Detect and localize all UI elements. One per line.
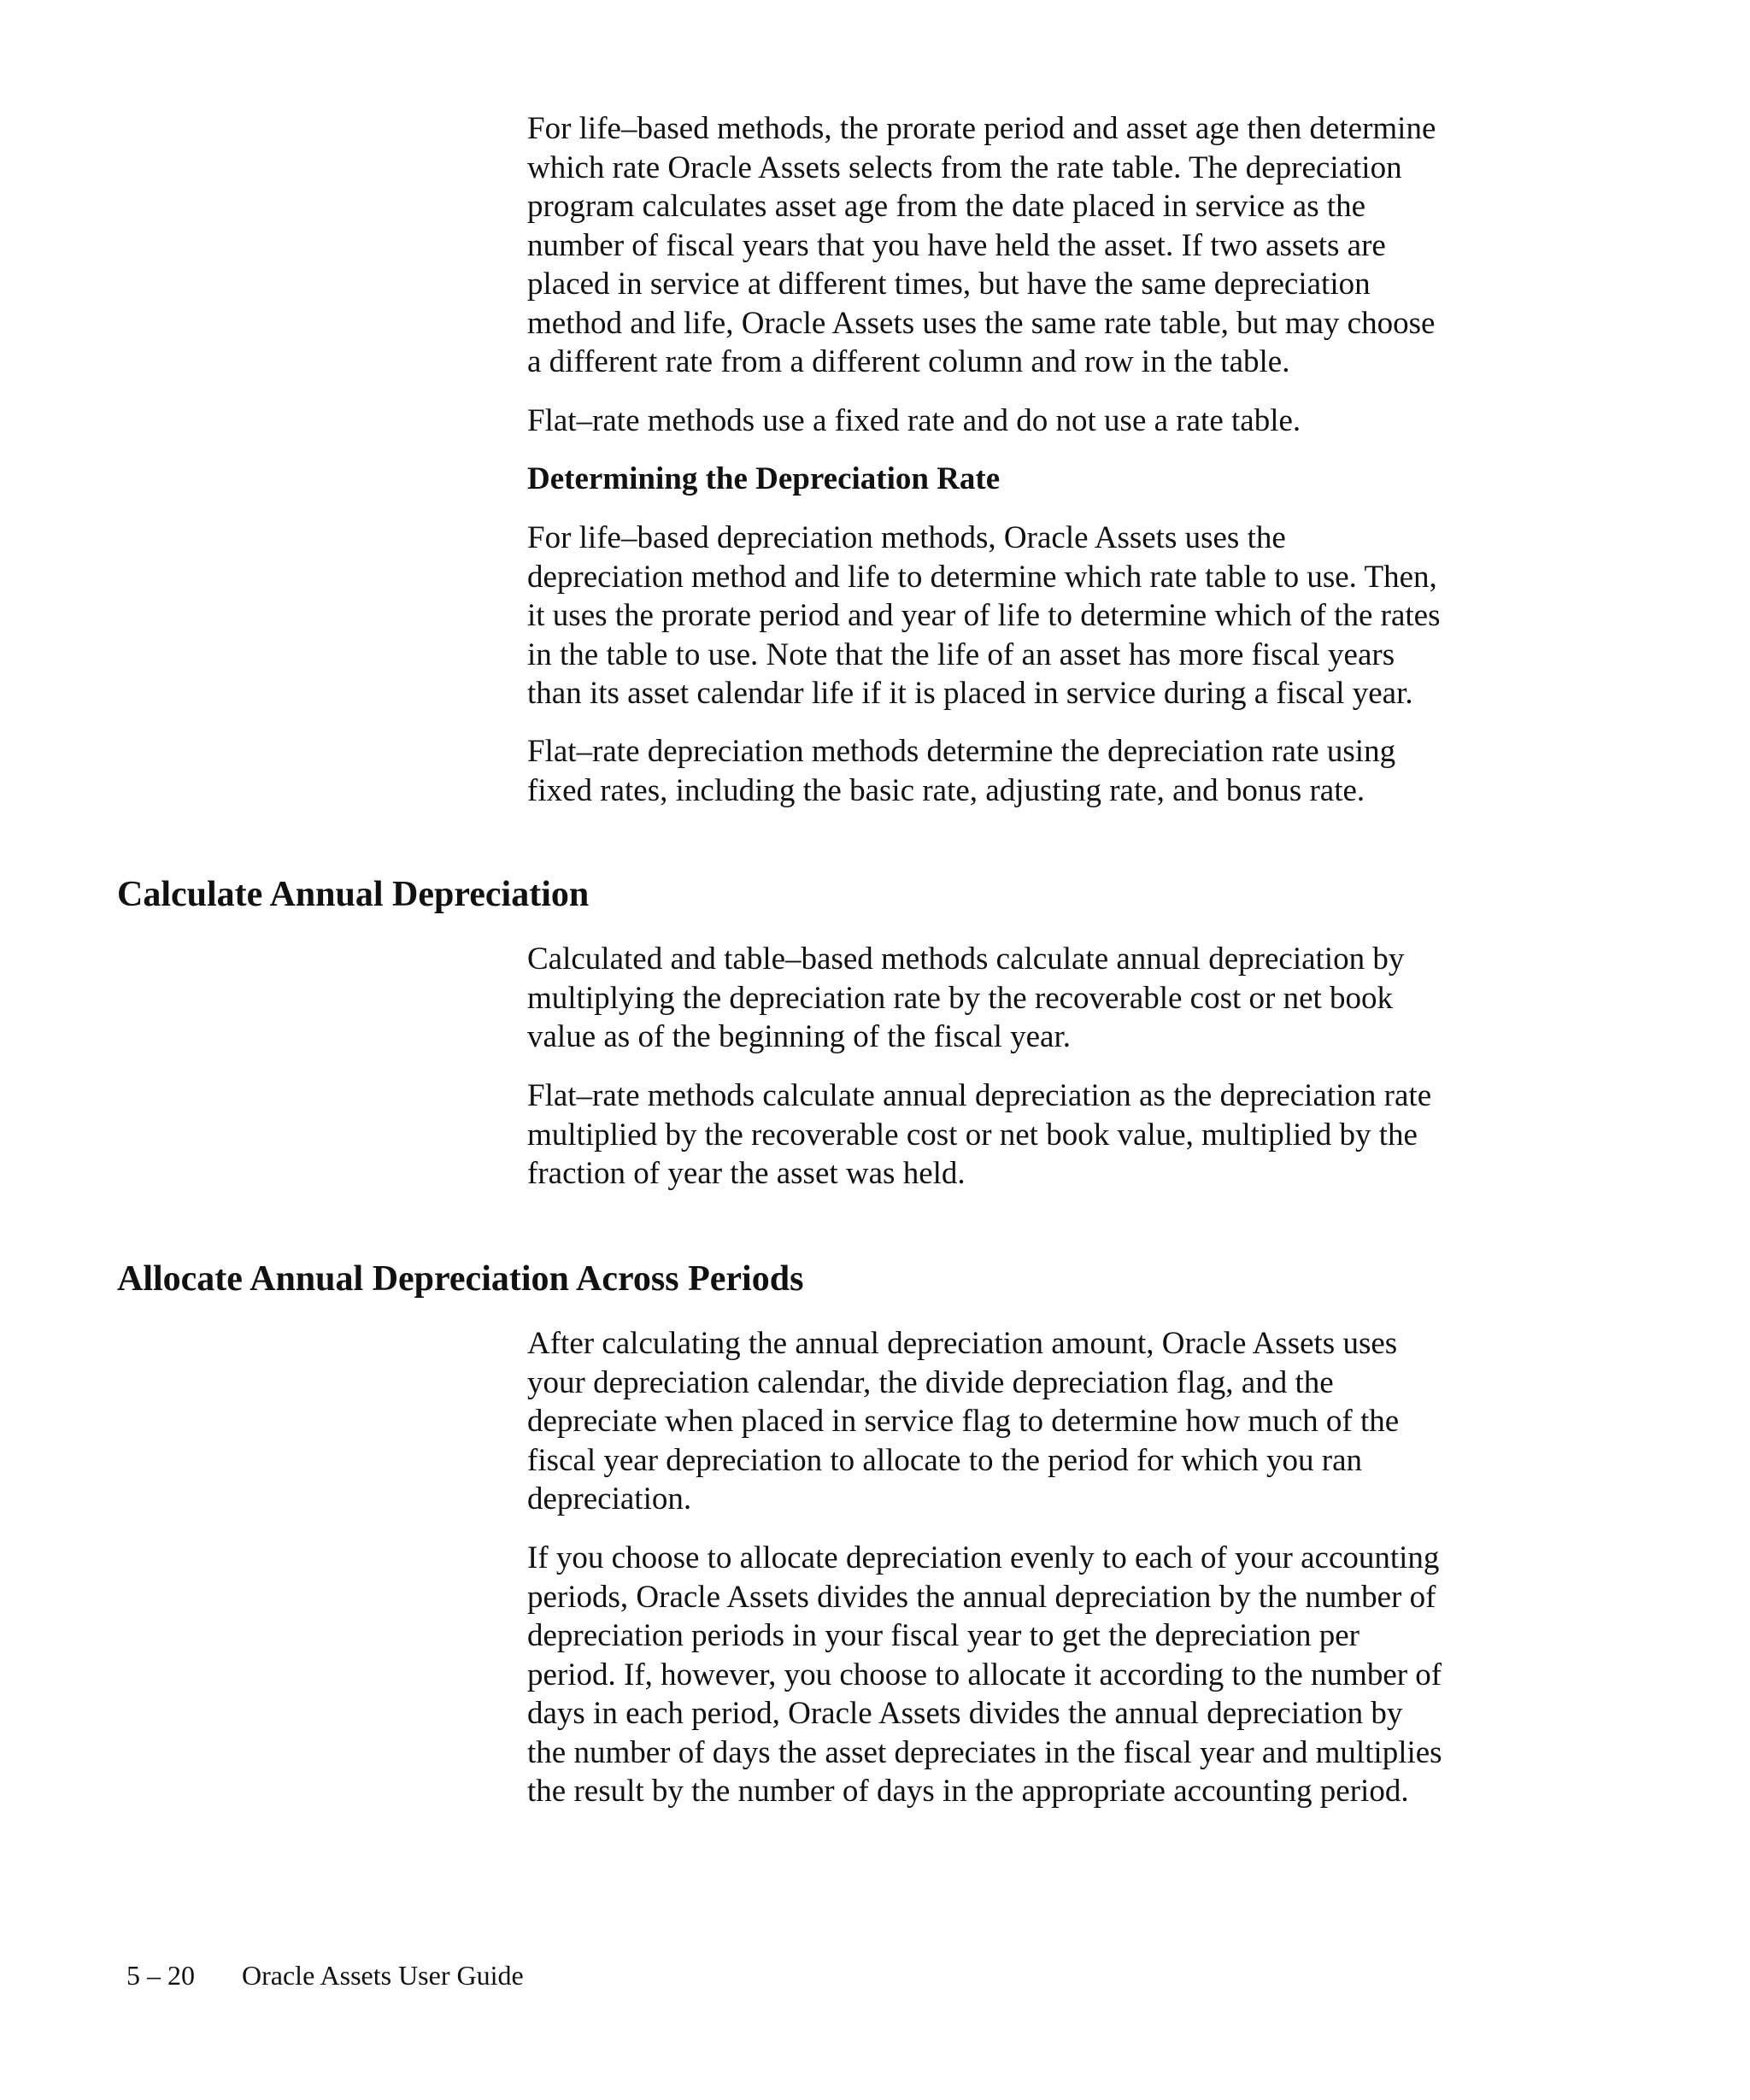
paragraph-flat-rate-annual: Flat–rate methods calculate annual depreciation as the depreciation rate multiplied by the recoverable cost or net book value, multiplied by the fraction of year the asset was held. bbox=[527, 1078, 1432, 1191]
section-1-rate-body bbox=[527, 519, 1578, 713]
section-1-body bbox=[527, 109, 1578, 382]
paragraph-flat-rate-methods: Flat–rate methods use a fixed rate and do not use a rate table. bbox=[527, 403, 1301, 438]
page-number: 5 – 20 bbox=[126, 1960, 195, 1991]
paragraph-life-based-rate: For life–based depreciation methods, Oracle Assets uses the depreciation method and life to determine which rate table to use. Then, it uses the prorate period and year of life to determine which of the rates in the table to use. Note that the life of an asset has more fiscal years than its asset calendar life if it is placed in service during a fiscal year. bbox=[527, 520, 1441, 711]
paragraph-allocation-choice: If you choose to allocate depreciation evenly to each of your accounting periods, Oracle Assets divides the annual depreciation by the number of depreciation periods in your fiscal year to get the depreciation per period. If, however, you choose to allocate it according to the number of days in each period, Oracle Assets divides the annual depreciation by the number of days the asset depreciates in the fiscal year and multiplies the result by the number of days in the appropriate accounting period. bbox=[527, 1540, 1442, 1809]
section-1-flat-rate-rate bbox=[527, 732, 1578, 810]
heading-calculate-annual-depreciation: Calculate Annual Depreciation bbox=[117, 875, 590, 914]
section-3-allocation bbox=[527, 1539, 1578, 1811]
section-1-flat-rate bbox=[527, 402, 1578, 441]
page-footer bbox=[126, 1958, 524, 1992]
paragraph-calculated-methods: Calculated and table–based methods calculate annual depreciation by multiplying the depreciation rate by the recoverable cost or net book value as of the beginning of the fiscal year. bbox=[527, 941, 1405, 1054]
paragraph-after-calculating: After calculating the annual depreciation amount, Oracle Assets uses your depreciation calendar, the divide depreciation flag, and the depreciate when placed in service flag to determine how much of the fiscal year depreciation to allocate to the period for which you ran depreciation. bbox=[527, 1326, 1400, 1516]
heading-allocate-annual-depreciation: Allocate Annual Depreciation Across Periods bbox=[117, 1259, 804, 1299]
section-2-flat-rate bbox=[527, 1076, 1578, 1194]
subheading-block bbox=[527, 460, 1578, 499]
section-3-body bbox=[527, 1324, 1578, 1519]
paragraph-life-based-methods: For life–based methods, the prorate period and asset age then determine which rate Oracle Assets selects from the rate table. The depreciation program calculates asset age from the date placed in service as the number of fiscal years that you have held the asset. If two assets are placed in service at different times, but have the same depreciation method and life, Oracle Assets uses the same rate table, but may choose a different rate from a different column and row in the table. bbox=[527, 111, 1436, 379]
paragraph-flat-rate-rate: Flat–rate depreciation methods determine the depreciation rate using fixed rates, including the basic rate, adjusting rate, and bonus rate. bbox=[527, 734, 1396, 808]
section-2-body bbox=[527, 940, 1578, 1057]
subheading-determining-rate: Determining the Depreciation Rate bbox=[527, 461, 1001, 496]
book-title: Oracle Assets User Guide bbox=[242, 1960, 524, 1991]
